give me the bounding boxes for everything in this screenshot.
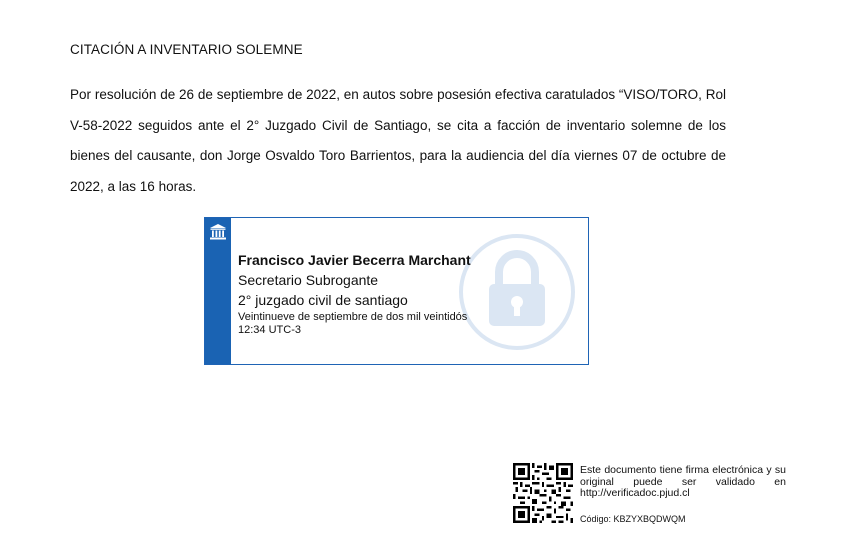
lock-icon [457, 232, 577, 352]
signer-name: Francisco Javier Becerra Marchant [238, 252, 471, 268]
signature-details [238, 250, 471, 336]
verification-code: Código: KBZYXBQDWQM [580, 514, 686, 524]
signature-sidebar [205, 218, 231, 364]
verification-notice: Este documento tiene firma electrónica y su original puede ser validado en http://verificadoc.pjud.cl [580, 464, 786, 499]
qr-code-icon [513, 463, 573, 523]
signature-time: 12:34 UTC-3 [238, 324, 301, 336]
signature-date: Veintinueve de septiembre de dos mil veintidós [238, 311, 468, 323]
document-title: CITACIÓN A INVENTARIO SOLEMNE [70, 42, 303, 57]
signer-role: Secretario Subrogante [238, 272, 379, 288]
institution-icon [209, 223, 227, 241]
signer-court: 2° juzgado civil de santiago [238, 292, 408, 308]
document-body: Por resolución de 26 de septiembre de 2022, en autos sobre posesión efectiva caratulados “VISO/TORO, Rol V-58-2022 seguidos ante el 2° Juzgado Civil de Santiago, se cita a facción de inventario solemne de los bienes del causante, don Jorge Osvaldo Toro Barrientos, para la audiencia del día viernes 07 de octubre de 2022, a las 16 horas. [70, 87, 726, 194]
signature-box [204, 217, 589, 365]
